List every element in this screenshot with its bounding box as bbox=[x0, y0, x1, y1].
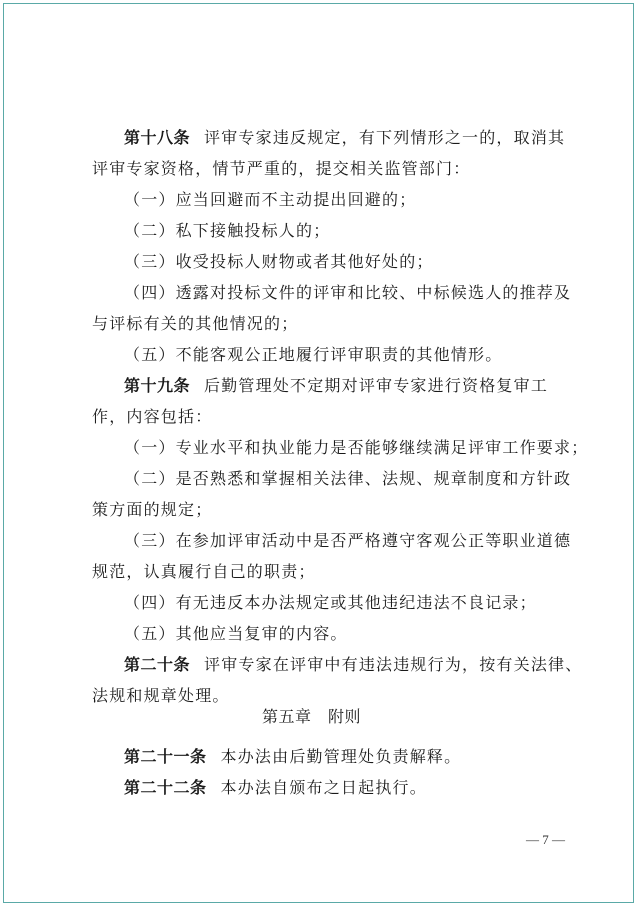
article-19-item-5: （五）其他应当复审的内容。 bbox=[124, 624, 348, 643]
article-18-item-4b: 与评标有关的其他情况的； bbox=[92, 314, 299, 333]
article-21-label: 第二十一条 bbox=[124, 747, 207, 766]
article-20-text: 评审专家在评审中有违法违规行为，按有关法律、 bbox=[204, 655, 583, 674]
article-18-item-4a: （四）透露对投标文件的评审和比较、中标候选人的推荐及 bbox=[124, 283, 572, 302]
chapter-heading: 第五章 附则 bbox=[262, 707, 362, 726]
article-19-item-3a: （三）在参加评审活动中是否严格遵守客观公正等职业道德 bbox=[124, 531, 572, 550]
article-18-text: 评审专家违反规定，有下列情形之一的，取消其 bbox=[204, 128, 566, 147]
article-18-label: 第十八条 bbox=[124, 128, 191, 147]
article-18-item-5: （五）不能客观公正地履行评审职责的其他情形。 bbox=[124, 345, 503, 364]
article-22-label: 第二十二条 bbox=[124, 778, 207, 797]
article-20-line-1 bbox=[92, 649, 583, 680]
article-21-line bbox=[92, 741, 578, 772]
article-18-line-1 bbox=[92, 122, 578, 153]
article-19-text: 后勤管理处不定期对评审专家进行资格复审工 bbox=[204, 376, 549, 395]
article-18-line-2: 评审专家资格，情节严重的，提交相关监管部门： bbox=[92, 159, 471, 178]
article-18-item-1: （一）应当回避而不主动提出回避的； bbox=[124, 190, 417, 209]
article-19-item-1: （一）专业水平和执业能力是否能够继续满足评审工作要求； bbox=[124, 438, 589, 457]
article-20-label: 第二十条 bbox=[124, 655, 191, 674]
article-18-item-3: （三）收受投标人财物或者其他好处的； bbox=[124, 252, 434, 271]
article-19-item-3b: 规范，认真履行自己的职责； bbox=[92, 562, 316, 581]
article-22-line bbox=[92, 772, 578, 803]
article-19-item-2b: 策方面的规定； bbox=[92, 500, 213, 519]
article-19-item-2a: （二）是否熟悉和掌握相关法律、法规、规章制度和方针政 bbox=[124, 469, 572, 488]
document-body-tail bbox=[92, 741, 578, 803]
article-20-line-2: 法规和规章处理。 bbox=[92, 686, 230, 705]
page-number: — 7 — bbox=[526, 832, 565, 847]
document-body bbox=[92, 122, 589, 711]
article-19-label: 第十九条 bbox=[124, 376, 191, 395]
article-19-item-4: （四）有无违反本办法规定或其他违纪违法不良记录； bbox=[124, 593, 537, 612]
article-18-item-2: （二）私下接触投标人的； bbox=[124, 221, 331, 240]
article-19-line-2: 作，内容包括： bbox=[92, 407, 213, 426]
article-22-text: 本办法自颁布之日起执行。 bbox=[220, 778, 427, 797]
article-21-text: 本办法由后勤管理处负责解释。 bbox=[220, 747, 462, 766]
article-19-line-1 bbox=[92, 370, 578, 401]
document-page bbox=[3, 3, 634, 903]
